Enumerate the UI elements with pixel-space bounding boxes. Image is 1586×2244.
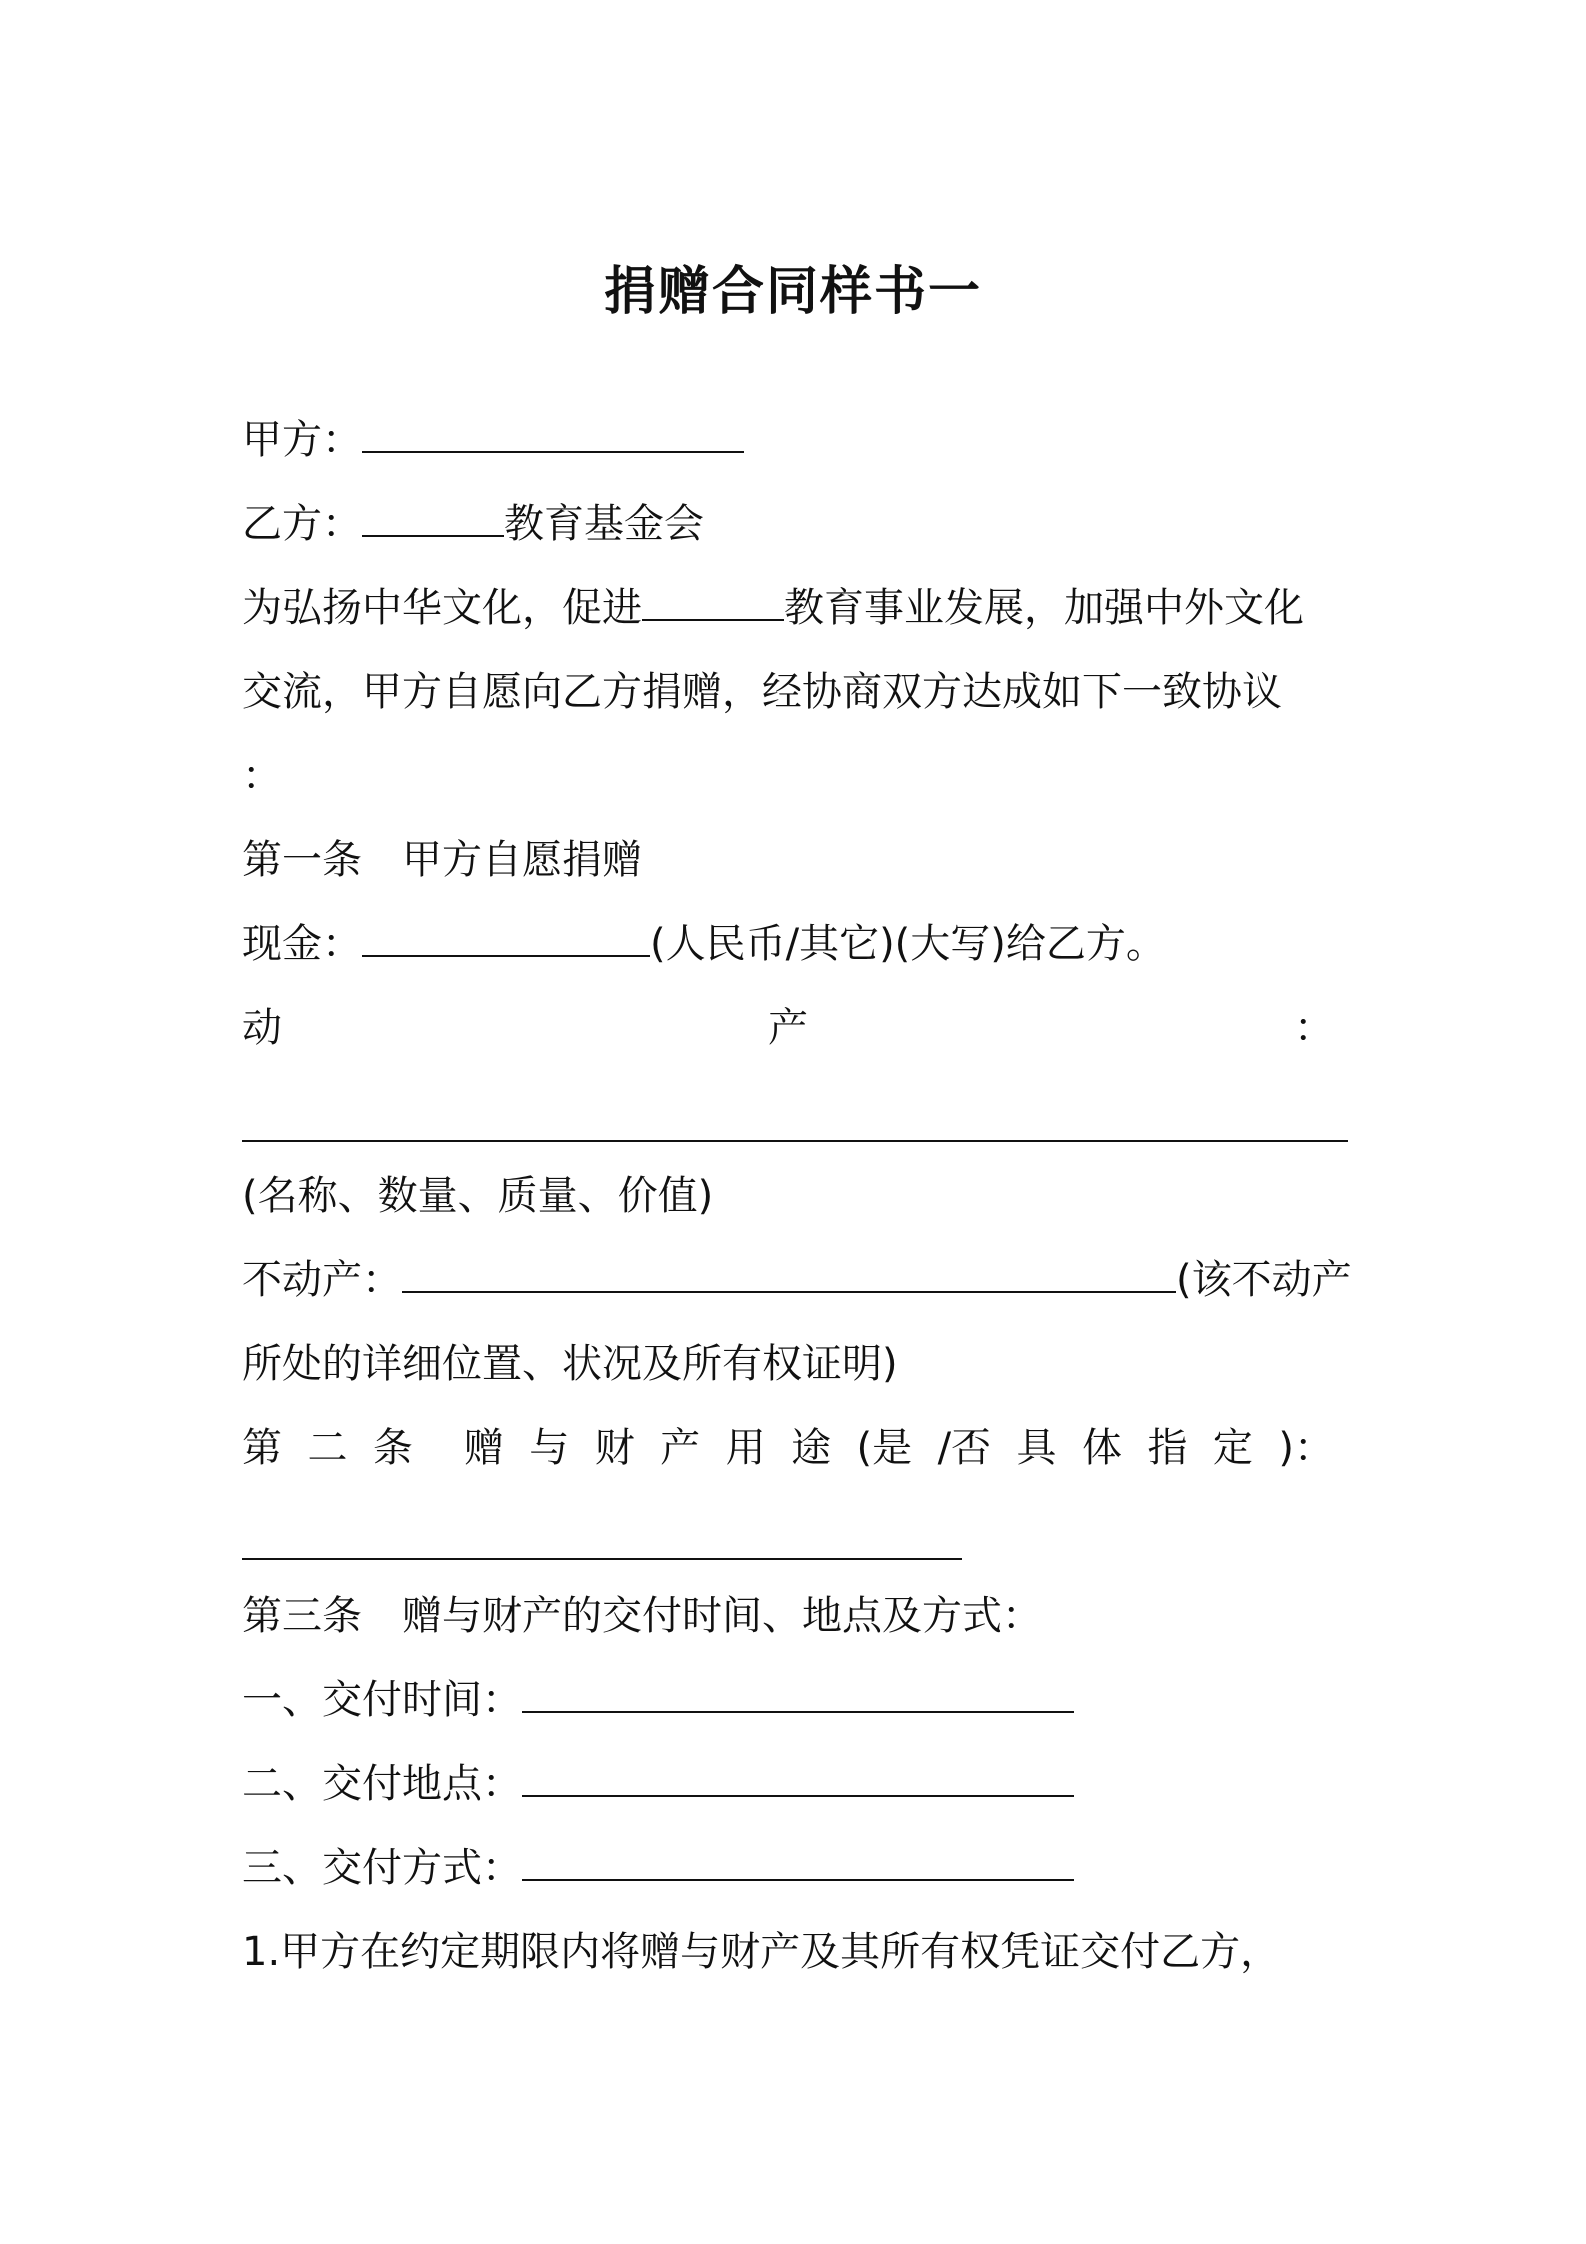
- clause-1: 1.甲方在约定期限内将赠与财产及其所有权凭证交付乙方，: [242, 1929, 1281, 1975]
- immovable-blank[interactable]: [402, 1261, 1176, 1293]
- party-b-line: [242, 482, 1352, 566]
- intro-line-1: [242, 566, 1352, 650]
- art2-char: /否: [937, 1425, 992, 1471]
- delivery-time-label: 一、交付时间：: [242, 1677, 522, 1723]
- article-2-line: [242, 1406, 1334, 1490]
- article-1-title: 第一条 甲方自愿捐赠: [242, 837, 642, 883]
- art2-char: (是: [856, 1425, 913, 1471]
- art2-char: 二: [307, 1425, 348, 1471]
- immovable-line: [242, 1238, 1352, 1322]
- cash-label: 现金：: [242, 921, 362, 967]
- party-a-blank[interactable]: [362, 421, 744, 453]
- delivery-method-line: [242, 1826, 1352, 1910]
- movable-char-3: ：: [1294, 1005, 1334, 1051]
- party-b-suffix: 教育基金会: [504, 501, 704, 547]
- art2-char: 定: [1212, 1425, 1253, 1471]
- intro-line-2: 交流，甲方自愿向乙方捐赠，经协商双方达成如下一致协议: [242, 669, 1282, 715]
- intro-blank[interactable]: [642, 589, 784, 621]
- movable-char-1: 动: [242, 1005, 282, 1051]
- immovable-note: 所处的详细位置、状况及所有权证明): [242, 1341, 898, 1387]
- cash-blank[interactable]: [362, 925, 650, 957]
- art2-char: 途: [791, 1425, 832, 1471]
- art2-char: 条: [372, 1425, 413, 1471]
- movable-blank[interactable]: [242, 1138, 1348, 1142]
- movable-note: (名称、数量、质量、价值): [242, 1173, 714, 1219]
- cash-line: [242, 902, 1352, 986]
- intro-text-1a: 为弘扬中华文化，促进: [242, 585, 642, 631]
- immovable-label: 不动产：: [242, 1257, 402, 1303]
- document-title: 捐赠合同样书一: [603, 262, 982, 322]
- party-a-label: 甲方：: [242, 417, 362, 463]
- art2-char: )：: [1278, 1425, 1334, 1471]
- party-b-label: 乙方：: [242, 501, 362, 547]
- art2-char: 赠: [463, 1425, 504, 1471]
- article-3-title: 第三条 赠与财产的交付时间、地点及方式：: [242, 1593, 1042, 1639]
- art2-char: 指: [1147, 1425, 1188, 1471]
- article-2-blank[interactable]: [242, 1556, 962, 1560]
- art2-char: 用: [725, 1425, 766, 1471]
- immovable-suffix: (该不动产: [1176, 1257, 1352, 1303]
- delivery-place-blank[interactable]: [522, 1765, 1074, 1797]
- delivery-method-blank[interactable]: [522, 1849, 1074, 1881]
- delivery-time-blank[interactable]: [522, 1681, 1074, 1713]
- movable-char-2: 产: [768, 1005, 808, 1051]
- intro-line-3: ：: [242, 753, 282, 799]
- art2-char: 产: [660, 1425, 701, 1471]
- party-a-line: [242, 398, 1352, 482]
- art2-char: 具: [1016, 1425, 1057, 1471]
- delivery-method-label: 三、交付方式：: [242, 1845, 522, 1891]
- art2-char: 与: [529, 1425, 570, 1471]
- art2-char: 财: [594, 1425, 635, 1471]
- delivery-place-label: 二、交付地点：: [242, 1761, 522, 1807]
- party-b-blank[interactable]: [362, 505, 504, 537]
- art2-char: 体: [1081, 1425, 1122, 1471]
- art2-char: 第: [242, 1425, 282, 1471]
- intro-text-1b: 教育事业发展，加强中外文化: [784, 585, 1304, 631]
- delivery-time-line: [242, 1658, 1352, 1742]
- movable-line: [242, 986, 1334, 1070]
- delivery-place-line: [242, 1742, 1352, 1826]
- cash-suffix: (人民币/其它)(大写)给乙方。: [650, 921, 1166, 967]
